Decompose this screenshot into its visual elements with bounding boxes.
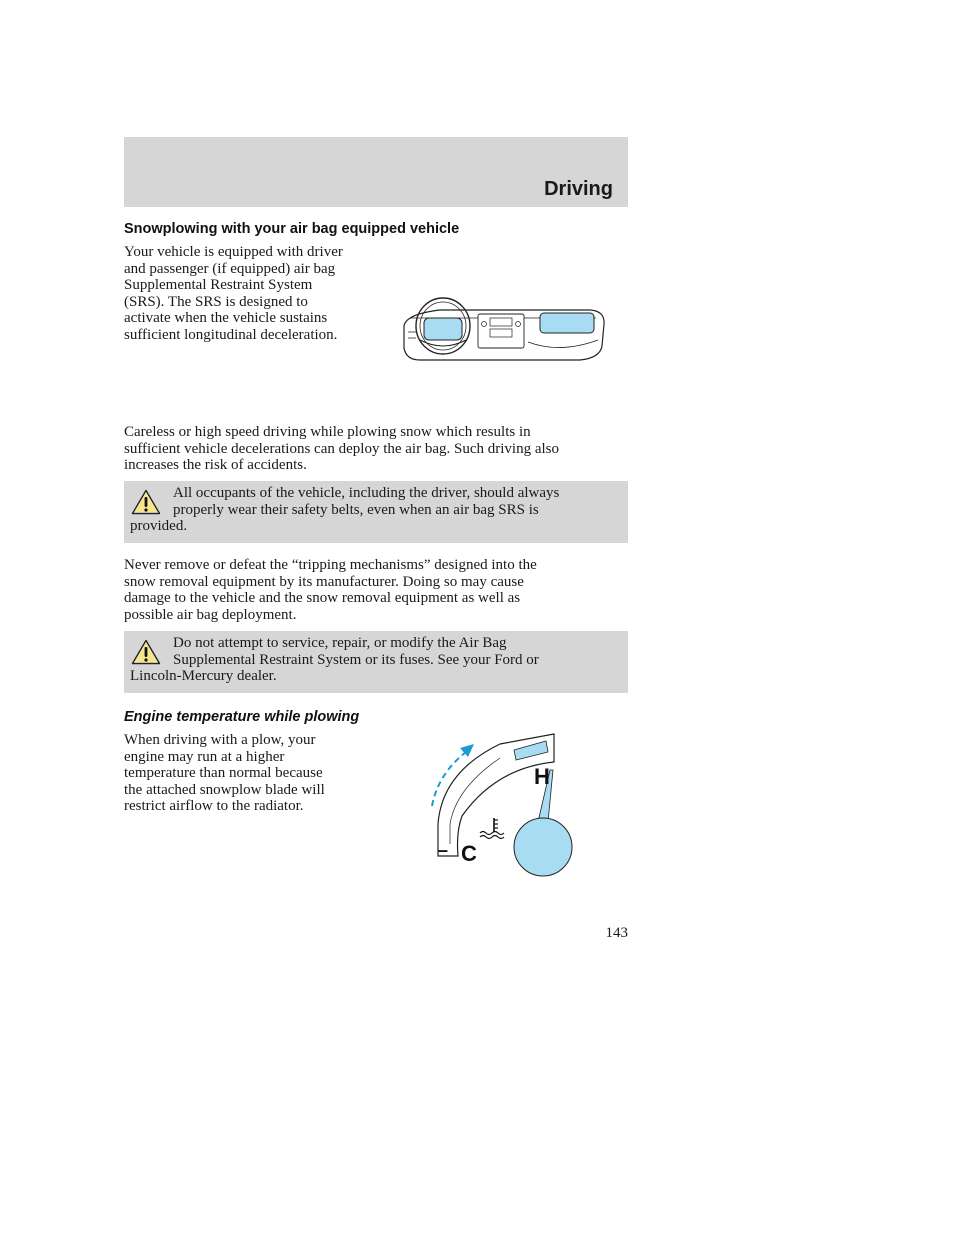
text-line: restrict airflow to the radiator.	[124, 798, 304, 814]
text-line: snow removal equipment by its manufacturer. Doing so may cause	[124, 573, 524, 590]
text-line: possible air bag deployment.	[124, 606, 297, 623]
text-line: provided.	[130, 518, 188, 534]
text-line: sufficient vehicle decelerations can deploy the air bag. Such driving also	[124, 440, 559, 457]
gauge-cold-label: C	[461, 841, 477, 866]
text-line: Careless or high speed driving while plowing snow which results in	[124, 424, 531, 440]
warning-text	[130, 485, 616, 535]
text-line: the attached snowplow blade will	[124, 781, 325, 798]
airbag-intro-paragraph	[124, 244, 343, 343]
text-line: increases the risk of accidents.	[124, 457, 307, 473]
text-line: All occupants of the vehicle, including the driver, should always	[173, 485, 560, 501]
coolant-temperature-gauge-illustration	[426, 732, 586, 878]
text-line: Lincoln-Mercury dealer.	[130, 668, 277, 684]
text-line: damage to the vehicle and the snow removal equipment as well as	[124, 590, 521, 606]
text-line: temperature than normal because	[124, 765, 323, 781]
text-line: properly wear their safety belts, even when an air bag SRS is	[173, 501, 539, 518]
coolant-temperature-icon	[480, 818, 504, 839]
text-line: Never remove or defeat the “tripping mechanisms” designed into the	[124, 557, 537, 573]
warning-text	[130, 635, 616, 685]
careless-driving-paragraph	[124, 424, 559, 474]
text-line: Supplemental Restraint System or its fuses. See your Ford or	[173, 651, 539, 668]
snowplow-airbag-heading: Snowplowing with your air bag equipped vehicle	[124, 221, 460, 237]
text-line: engine may run at a higher	[124, 748, 285, 765]
section-header-band	[124, 137, 628, 207]
tripping-mechanisms-paragraph	[124, 557, 537, 623]
gauge-minus-label: –	[438, 840, 449, 860]
page-number: 143	[605, 925, 628, 941]
text-line: Do not attempt to service, repair, or modify the Air Bag	[173, 635, 507, 651]
engine-temperature-paragraph	[124, 732, 325, 815]
safety-belt-warning-box	[124, 481, 628, 543]
gauge-high-label: H	[534, 764, 550, 789]
engine-temperature-heading: Engine temperature while plowing	[124, 709, 360, 725]
text-line: sufficient longitudinal deceleration.	[124, 326, 338, 343]
text-line: Your vehicle is equipped with driver	[124, 244, 343, 260]
airbag-service-warning-box	[124, 631, 628, 693]
text-line: activate when the vehicle sustains	[124, 310, 328, 326]
text-line: and passenger (if equipped) air bag	[124, 260, 336, 277]
text-line: Supplemental Restraint System	[124, 277, 313, 293]
dashboard-airbag-illustration	[400, 296, 606, 362]
text-line: When driving with a plow, your	[124, 732, 316, 748]
text-line: (SRS). The SRS is designed to	[124, 293, 308, 310]
section-title: Driving	[544, 178, 613, 200]
